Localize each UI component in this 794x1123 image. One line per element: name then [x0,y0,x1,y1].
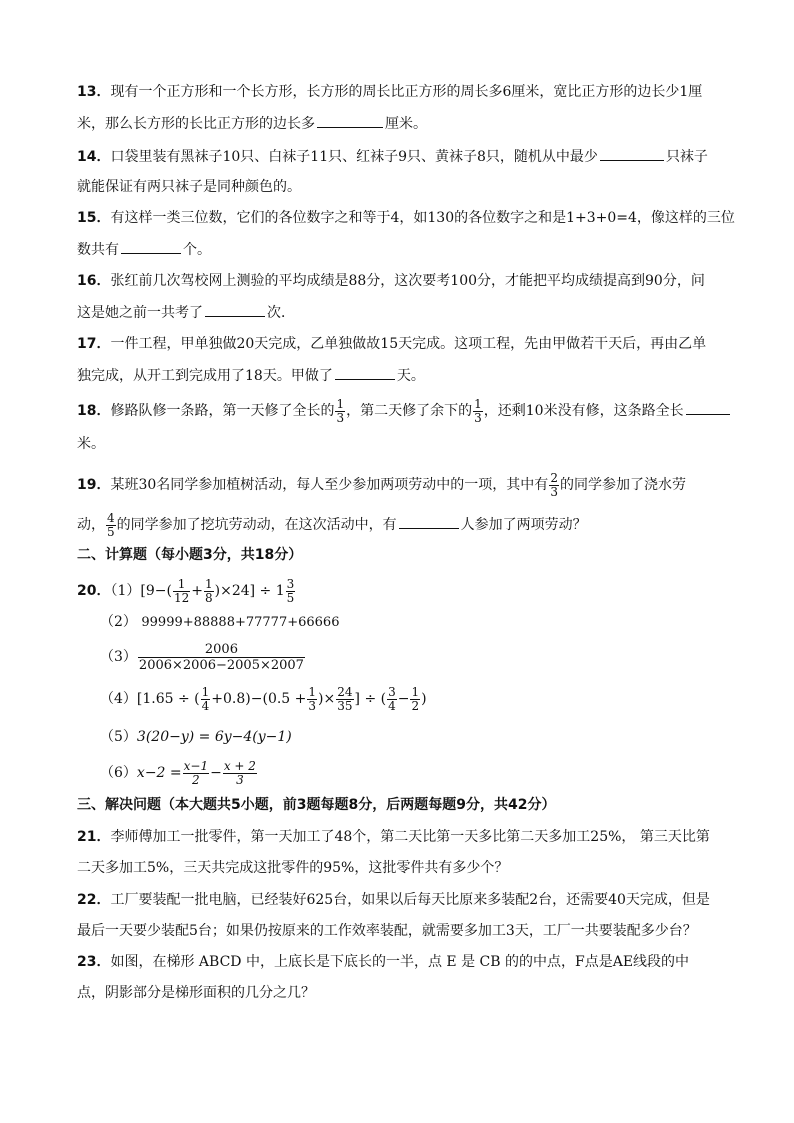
q21-text-a: 李师傅加工一批零件，第一天加工了48个，第二天比第一天多比第二天多加工25%， 第三天比第 [110,829,710,845]
q18-line1 [77,396,734,426]
q13-text-b2: 厘米。 [385,116,427,132]
q21-line1 [77,827,734,847]
q20-p5-equation: 3(20−y) = 6y−4(y−1) [136,729,292,745]
q14-line1 [77,146,734,167]
q20-part4 [100,684,427,714]
q20-p4-a: [1.65 ÷ ( [136,691,200,707]
q20-p1-fraction-1 [173,578,190,605]
q21-line2 [77,858,734,878]
q18-fraction-2 [473,398,483,425]
q20-part5 [100,727,292,747]
q20-part6 [100,756,258,790]
q16-text-a: 张红前几次驾校网上测验的平均成绩是88分，这次要考100分，才能把平均成绩提高到90分，问 [110,273,705,289]
q20-p4-f5-d: 2 [411,698,420,713]
q20-p4-b: +0.8)−(0.5 + [211,691,307,707]
q18-text-a1: 修路队修一条路，第一天修了全长的 [110,403,335,419]
q19-number: 19． [77,477,111,493]
q23-number: 23． [77,954,111,970]
q19-line2 [77,510,734,540]
q17-answer-blank[interactable] [335,365,395,380]
q20-p2-expression: 99999+88888+77777+66666 [141,615,340,630]
q20-p1-plus: + [191,583,203,599]
q20-p1-f3-n: 3 [286,576,295,591]
q20-p1-f1-n: 1 [173,578,190,592]
q20-p6-f2-d: 3 [236,772,244,787]
q23-line2 [77,983,734,1003]
q21-number: 21． [77,829,111,845]
section-3-heading: 三、解决问题（本大题共5小题，前3题每题8分，后两题每题9分，共42分） [77,797,556,813]
q22-text-a: 工厂要装配一批电脑，已经装好625台，如果以后每天比原来多装配2台，还需要40天完成，但是 [110,892,710,908]
q17-number: 17． [77,336,111,352]
q22-line2 [77,921,734,941]
q20-p4-label: （4） [100,691,137,707]
q19-text-a2: 的同学参加了浇水劳 [559,477,686,493]
q17-text-b2: 天。 [396,368,425,384]
q14-text-b: 就能保证有两只袜子是同种颜色的。 [77,179,301,195]
q13-answer-blank[interactable] [317,113,383,128]
q20-p4-f5-n: 1 [411,684,420,699]
q14-answer-blank[interactable] [600,146,664,161]
q15-number: 15． [77,210,111,226]
q20-part1 [77,576,734,606]
q18-text-b: 米。 [77,436,105,452]
q20-p6-fraction-1 [183,760,209,787]
q17-line1 [77,334,734,354]
q16-line2 [77,302,734,323]
q19-text-a1: 某班30名同学参加植树活动，每人至少参加两项劳动中的一项，其中有 [110,477,549,493]
q20-p4-f2-n: 1 [308,684,317,699]
q13-text-b1: 米，那么长方形的长比正方形的边长多 [77,116,315,132]
q20-p1-f2-n: 1 [204,576,213,591]
q20-p3-denominator: 2006×2006−2005×2007 [138,657,304,673]
q20-p3-fraction [138,642,305,673]
q23-text-a: 如图，在梯形 ABCD 中，上底长是下底长的一半，点 E 是 CB 的的中点，F点是AE线段的中 [110,954,690,970]
q16-answer-blank[interactable] [205,302,265,317]
q15-answer-blank[interactable] [121,239,181,254]
q22-text-b: 最后一天要少装配5台；如果仍按原来的工作效率装配，就需要多加工3天，工厂一共要装配多少台？ [77,923,697,939]
q20-p2-label: （2） [100,614,137,630]
q13-text-a: 现有一个正方形和一个长方形，长方形的周长比正方形的周长多6厘米，宽比正方形的边长少1厘 [110,84,703,100]
q19-f1-denominator: 3 [550,484,558,499]
q16-line1 [77,271,734,291]
q23-line1 [77,952,734,972]
q18-answer-blank[interactable] [686,400,730,415]
q15-line1 [77,208,734,228]
q20-number: 20． [77,583,111,599]
q20-p6-minus: − [210,765,222,781]
q20-part2 [100,612,339,633]
q13-number: 13． [77,84,111,100]
q16-text-b1: 这是她之前一共考了 [77,305,203,321]
q18-line2 [77,434,734,454]
q19-text-b1: 动， [77,517,105,533]
q19-f2-numerator: 4 [107,510,115,525]
q18-text-a3: ，还剩10米没有修，这条路全长 [483,403,684,419]
q20-p4-fraction-2 [307,686,317,713]
q18-f2-numerator: 1 [474,396,482,411]
q18-f1-denominator: 3 [336,410,345,425]
q14-text-a1: 口袋里装有黑袜子10只、白袜子11只、红袜子9只、黄袜子8只，随机从中最少 [110,149,598,165]
q15-text-a: 有这样一类三位数，它们的各位数字之和等于4，如130的各位数字之和是1+3+0=4，像这样的三位 [110,210,735,226]
q15-text-b1: 数共有 [77,242,119,258]
q19-f1-numerator: 2 [550,470,558,485]
q20-p6-a: x−2 = [136,765,182,781]
section-2-heading: 二、计算题（每小题3分，共18分） [77,547,303,563]
q16-number: 16． [77,273,111,289]
q13-line2 [77,113,734,134]
q20-p4-f3-n: 24 [337,684,353,699]
q15-text-b2: 个。 [183,242,211,258]
q20-p3-label: （3） [100,649,137,665]
q14-line2 [77,177,734,197]
q20-p1-f3-d: 5 [286,590,295,605]
q20-p4-e: ) [421,691,427,707]
q20-p1-f1-d: 12 [173,590,190,605]
q18-fraction-1 [335,398,345,425]
q23-text-b: 点，阴影部分是梯形面积的几分之几？ [77,985,315,1001]
q16-text-b2: 次． [267,305,295,321]
q19-answer-blank[interactable] [399,514,459,529]
q20-p6-f2-n: x + 2 [223,758,256,773]
q19-fraction-2 [106,512,116,539]
q13-line1 [77,82,734,102]
q20-p1-fraction-3 [286,578,296,605]
q20-p3-numerator: 2006 [138,642,305,658]
q19-line1 [77,470,734,500]
q20-p6-fraction-2 [223,760,257,787]
q20-p1-f2-d: 8 [204,590,213,605]
q14-text-a2: 只袜子 [665,149,708,165]
q20-p4-c: )× [318,691,336,707]
q21-text-b: 二天多加工5%，三天共完成这批零件的95%，这批零件共有多少个？ [77,860,509,876]
q19-text-b2: 的同学参加了挖坑劳动动，在这次活动中，有 [116,517,397,533]
q20-p4-f1-n: 1 [201,684,210,699]
q20-p4-f4-n: 3 [388,684,396,699]
q14-number: 14． [77,149,111,165]
q20-p6-f1-d: 2 [192,772,200,787]
q20-p4-f2-d: 3 [308,698,317,713]
q17-text-b1: 独完成，从开工到完成用了18天。甲做了 [77,368,333,384]
q20-p1-b: )×24] ÷ 1 [214,583,285,599]
q19-text-b3: 人参加了两项劳动？ [460,517,587,533]
q18-number: 18． [77,403,111,419]
q17-text-a: 一件工程，甲单独做20天完成，乙单独做故15天完成。这项工程，先由甲做若干天后，再由乙单 [110,336,707,352]
q20-p4-d: ] ÷ ( [354,691,387,707]
q18-f2-denominator: 3 [474,410,482,425]
q20-p5-label: （5） [100,729,137,745]
q18-text-a2: ，第二天修了余下的 [346,403,473,419]
q20-p4-minus: − [397,691,410,707]
q20-p1-label: （1） [110,583,141,599]
q22-number: 22． [77,892,111,908]
q22-line1 [77,890,734,910]
q20-part3 [100,640,306,674]
q20-p6-f1-n: x−1 [183,758,209,773]
q20-p4-fraction-1 [201,686,211,713]
q19-fraction-1 [549,472,559,499]
q20-p4-fraction-4 [387,686,397,713]
q20-p1-fraction-2 [204,578,214,605]
q20-p4-f1-d: 4 [201,698,210,713]
q20-p4-f3-d: 35 [337,698,353,713]
q18-f1-numerator: 1 [336,396,345,411]
q20-p1-a: [9−( [140,583,172,599]
q19-f2-denominator: 5 [107,524,115,539]
q17-line2 [77,365,734,386]
q20-p4-fraction-5 [410,686,420,713]
q20-p6-label: （6） [100,765,137,781]
q15-line2 [77,239,734,260]
q20-p4-fraction-3 [336,686,353,713]
q20-p4-f4-d: 4 [388,698,396,713]
